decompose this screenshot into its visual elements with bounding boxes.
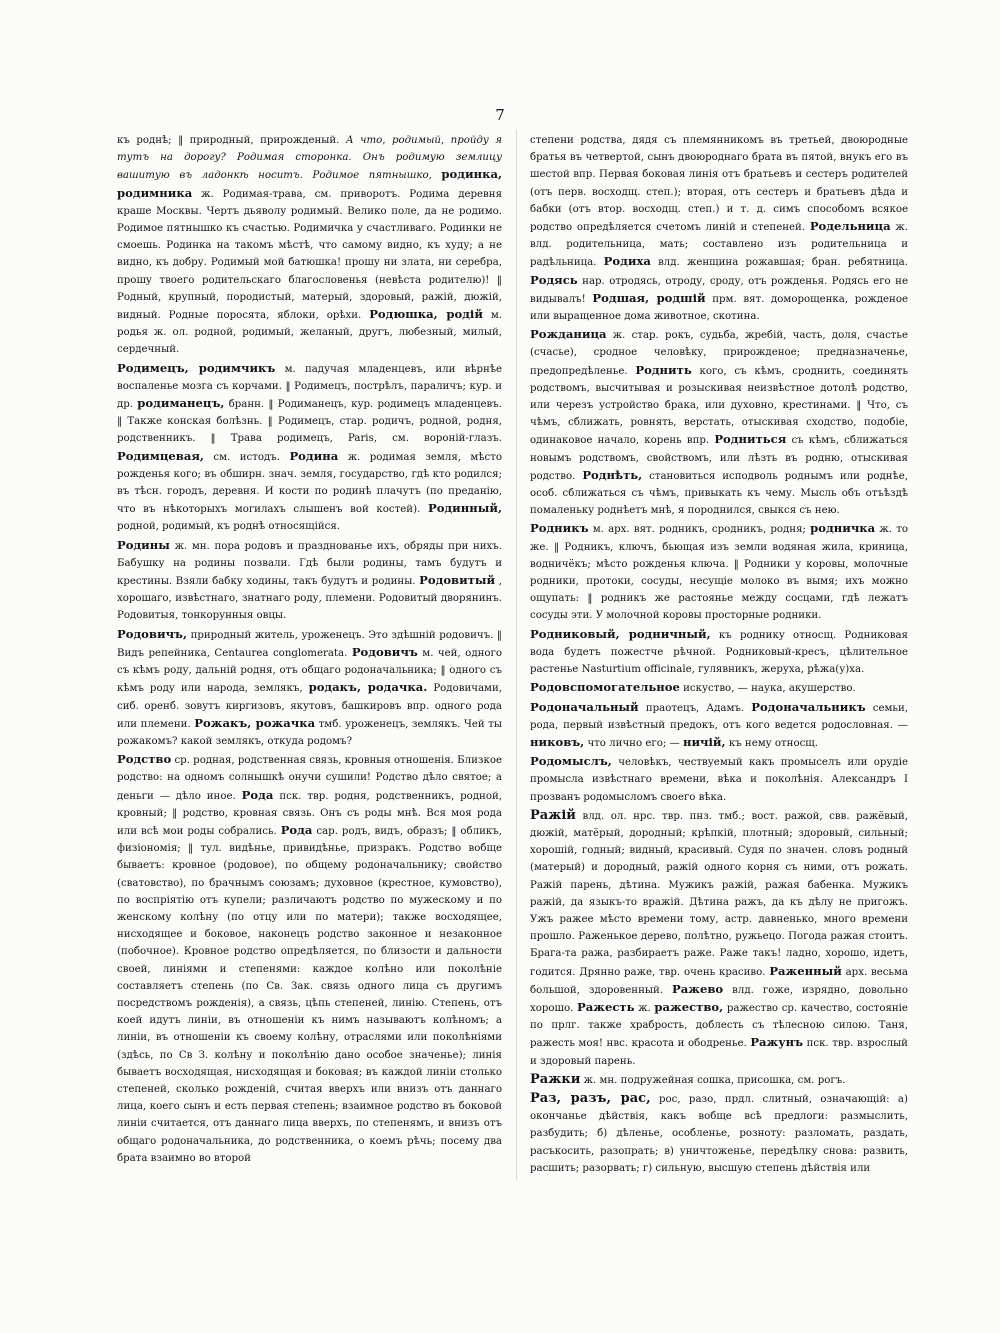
entry-paragraph: Раз, разъ, рас, рос, разо, прдл. слитный, означающій: а) окончанье дѣйствія, какъ вобще всѣ предлоги: размыслить, разбудить; б) дѣленье, особленье, розноту: разломать, раздать, расъкосить, разопрать; в) уничтоженье, передѣлку снова: развить, расшить; разорвать; г) сильную, высшую степень дѣйствія или xyxy=(530,1090,908,1174)
left-column xyxy=(117,132,502,1167)
headword: Рожакъ, рожачка xyxy=(194,715,316,730)
headword: Ражунъ xyxy=(750,1035,804,1050)
entry-paragraph: Родство ср. родная, родственная связь, кровныя отношенія. Близкое родство: на одномъ солнышкѣ онучи сушили! Родство дѣло святое; а деньги — дѣло иное. Рода пск. твр. родня, родственникъ, родной, кровный; ‖ родство, кровная связь. Онъ съ роды мнѣ. Вся моя рода или всѣ мои роды собрались. Рода сар. родъ, видъ, образъ; ‖ обликъ, физіономія; ‖ тул. видѣнье, привидѣнье, призракъ. Родство вобще бываетъ: кровное (родовое), по общему родоначальнику; свойство (сватовство), по брачнымъ союзамъ; духовное (крестное, кумовство), по воспріятію отъ купели; различаютъ родство по мужескому и по женскому колѣну (по отцу или по матери); также восходящее, нисходящее и боковое, наконецъ родство законное и незаконное (побочное). Кровное родство опредѣляется, по близости и дальности своей, линіями и степенями: каждое колѣно или поколѣніе составляетъ степень (по Св. Зак. связь одного лица съ другимъ посредствомъ рожденія), а связь, цѣпь степеней, линію. Степень, отъ коей идутъ линіи, въ отношеніи къ нимъ называютъ колѣномъ; а линіи, въ отношеніи къ своему колѣну, отраслями или поколѣніями (здѣсь, по Св З. колѣну и поколѣнію дано особое значенье); линія бываетъ восходящая, нисходящая и боковая; въ каждой линіи столько степеней, сколько рожденій, считая вверхъ или внизъ отъ даннаго лица, коего сынъ и есть первая степень; взаимное родство въ боковой линіи считается, отъ даннаго лица вверхъ, по степенямъ, и внизъ отъ общаго родоначальника, до родственника, о коемъ рѣчь; посему два брата взаимно во второй xyxy=(117,752,503,1164)
headword: Родникъ xyxy=(530,521,589,536)
headword: Раженный xyxy=(769,963,842,978)
headword: родиманецъ, xyxy=(137,396,225,411)
headword: Родниться xyxy=(714,432,787,447)
headword: Рода xyxy=(280,822,313,837)
headword: Рожданица xyxy=(530,327,607,342)
entry-paragraph: Родоначальный праотецъ, Адамъ. Родоначальникъ семьи, рода, первый извѣстный предокъ, отъ кого ведется родословная. — никовъ, что лично его; — ничій, къ нему относщ. xyxy=(530,699,908,749)
headword: Родоначальникъ xyxy=(751,699,866,714)
headword: Роднѣть, xyxy=(582,467,643,482)
headword: Родовичъ xyxy=(351,644,418,659)
headword: Родство xyxy=(117,752,172,767)
headword: ничій, xyxy=(682,734,726,749)
entry-paragraph: Родимецъ, родимчикъ м. падучая младенцевъ, или вѣрнѣе воспаленье мозга съ корчами. ‖ Родимецъ, пострѣлъ, параличъ; кур. и др. родиманецъ, бранн. ‖ Родиманецъ, кур. родимецъ младенцевъ. ‖ Также конская болѣзнь. ‖ Родимецъ, стар. родичъ, родной, родня, родственникъ. ‖ Трава родимецъ, Paris, см. вороній-глазъ. Родимцевая, см. истодъ. Родина ж. родимая земля, мѣсто рожденья кого; въ обширн. знач. земля, государство, гдѣ кто родился; въ тѣсн. городъ, деревня. И кости по родинѣ плачутъ (по преданію, что въ нѣкоторыхъ могилахъ слышенъ вой костей). Родинный, родной, родимый, къ роднѣ относящійся. xyxy=(117,360,502,533)
headword: Родиха xyxy=(603,254,651,269)
headword: Родовспомогательное xyxy=(530,680,680,695)
headword: Родины xyxy=(117,537,170,552)
headword: Рода xyxy=(241,787,274,802)
entry-paragraph: Ражій влд. ол. нрс. твр. пнз. тмб.; вост. ражой, свв. ражёвый, дюжій, матёрый, дородный; крѣпкій, плотный; здоровый, сильный; хорошій, годный; видный, красивый. Судя по значен. словъ родный (матерый) и дородный, ражій одного корня съ ними, отъ рожать. Ражій парень, дѣтина. Мужикъ ражій, ражая бабенка. Мужикъ ражій, да языкъ-то вражій. Дѣтина ражъ, да къ дѣлу не пригожъ. Ужъ ражее мѣсто времени тому, астр. давненько, много времени прошло. Раженькое дерево, полѣтно, ружьецо. Погода ражая стоитъ. Брага-та ража, разбираетъ раже. Раже такъ! ладно, хорошо, идетъ, годится. Дрянно раже, твр. очень красиво. Раженный арх. весьма большой, здоровенный. Ражево влд. гоже, изрядно, довольно хорошо. Ражесть ж. ражество, ражество ср. качество, состояніе по прлг. также храбрость, доблесть съ тѣлесною силою. Таня, ражесть моя! нвс. красота и ободренье. Ражунъ пск. твр. взрослый и здоровый парень. xyxy=(530,807,908,1067)
headword: родакъ, родачка. xyxy=(308,680,428,695)
headword: родничка xyxy=(810,521,876,536)
right-column xyxy=(530,132,908,1177)
headword: Родомыслъ, xyxy=(530,754,612,769)
headword: Родовичъ, xyxy=(117,626,187,641)
entry-paragraph: Родовспомогательное искуство, — наука, акушерство. xyxy=(530,680,856,695)
headword: Родшая, родшій xyxy=(592,290,706,305)
headword: Раз, разъ, рас, xyxy=(530,1090,651,1106)
entry-paragraph: къ роднѣ; ‖ природный, прирожденый. А что, родимый, пройду я тутъ на дорогу? Родимая сторонка. Онъ родимую землицу вашитую въ ладонкѣ носитъ. Родимое пятнышко, родинка, родимника ж. Родимая-трава, см. приворотъ. Родима деревня краше Москвы. Чертъ дьяволу родимый. Велико поле, да не родимо. Родимое пятнышко къ счастью. Родимичка у счастливаго. Родинки не смоешь. Родинка на такомъ мѣстѣ, что самому видно, къ худу; а не видно, къ добру. Родимый мой батюшка! прошу ни злата, ни серебра, прошу твоего родительскаго благословенья (невѣста родителю)! ‖ Родный, крупный, породистый, матерый, здоровый, ражій, дюжій, видный. Родные поросята, яблоки, орѣхи. Родюшка, родій м. родья ж. ол. родной, родимый, желаный, другъ, любезный, милый, сердечный. xyxy=(117,135,502,356)
entry-paragraph: Родомыслъ, человѣкъ, чествуемый какъ промыселъ или орудіе промысла извѣстнаго времени, вѣка и поколѣнія. Александръ I прозванъ родомысломъ своего вѣка. xyxy=(530,754,908,803)
headword: родинка, родимника xyxy=(117,167,502,200)
headword: Ражево xyxy=(672,981,724,996)
headword: Родина xyxy=(289,448,339,463)
headword: Родюшка, родій xyxy=(369,307,483,322)
column-divider xyxy=(516,130,517,1180)
headword: никовъ, xyxy=(530,734,585,749)
headword: Родельница xyxy=(809,219,891,234)
headword: Ражій xyxy=(530,807,576,823)
entry-paragraph: Родникъ м. арх. вят. родникъ, сродникъ, родня; родничка ж. то же. ‖ Родникъ, ключъ, бьющая изъ земли водяная жила, криница, водничёкъ; мѣсто рожденья ключа. ‖ Родники у коровы, молочные родники, протоки, сосуды, несущіе молоко въ вымя; ихъ можно ощупать: ‖ родникъ же растоянье между сосцами, гдѣ лежатъ сосуды эти. У молочной коровы просторные родники. xyxy=(530,521,908,622)
entry-paragraph: Ражки ж. мн. подружейная сошка, присошка, см. рогъ. xyxy=(530,1071,846,1087)
headword: Родимецъ, родимчикъ xyxy=(117,360,276,375)
entry-paragraph: степени родства, дядя съ племянникомъ въ третьей, двоюродные братья въ четвертой, сынъ двоюроднаго брата въ пятой, внукъ его въ шестой впр. Первая боковая линія отъ братьевъ и сестеръ родителей (отъ перв. восходщ. степ.); вторая, отъ сестеръ и братьевъ дѣда и бабки (отъ втор. восходщ. степ.) и т. д. симъ способомъ всякое родство опредѣляется счетомъ линій и степеней. Родельница ж. влд. родительница, мать; составлено изъ родительница и радѣльница. Родиха влд. женщина рожавшая; бран. ребятница. Родясь нар. отродясь, отроду, сроду, отъ рожденья. Родясь его не видывалъ! Родшая, родшій прм. вят. доморощенка, рожденое или выращенное дома животное, скотина. xyxy=(530,135,908,323)
headword: Родниковый, родничный, xyxy=(530,626,711,641)
headword: Родинный, xyxy=(427,501,502,516)
headword: Родясь xyxy=(530,272,578,287)
headword: Родовитый xyxy=(419,573,496,588)
headword: Ражки xyxy=(530,1071,581,1087)
entry-paragraph: Родовичъ, природный житель, уроженецъ. Это здѣшній родовичъ. ‖ Видъ репейника, Centaurea conglomerata. Родовичъ м. чей, одного съ кѣмъ роду, дальній родня, отъ общаго родоначальника; ‖ одного съ кѣмъ роду или народа, землякъ, родакъ, родачка. Родовичами, сиб. оренб. зовутъ киргизовъ, якутовъ, башкировъ впр. одного рода или племени. Рожакъ, рожачка тмб. уроженецъ, землякъ. Чей ты рожакомъ? какой землякъ, откуда родомъ? xyxy=(117,626,502,747)
headword: Родоначальный xyxy=(530,699,639,714)
entry-paragraph: Родины ж. мн. пора родовъ и празднованье ихъ, обряды при нихъ. Бабушку на родины позвали. Гдѣ были родины, тамъ будутъ и крестины. Взяли бабку ходины, такъ будутъ и родины. Родовитый , хорошаго, извѣстнаго, знатнаго роду, племени. Родовитый дворянинъ. Родовитыя, тонкорунныя овцы. xyxy=(117,537,502,622)
headword: Родимцевая, xyxy=(117,448,204,463)
entry-paragraph: Рожданица ж. стар. рокъ, судьба, жребій, часть, доля, счастье (счасье), сродное человѣку, прирожденое; предназначенье, предопредѣленье. Роднить кого, съ кѣмъ, сроднить, соединять родствомъ, высчитывая и розыскивая неизвѣстное дотолѣ родство, или черезъ устройство брака, или духовно, крестинами. ‖ Что, съ чѣмъ, сближать, ровнять, верстать, отыскивая сходство, подобіе, одинаковое начало, корень впр. Родниться съ кѣмъ, сближаться новымъ родствомъ, свойствомъ, или лѣзть въ родню, отыскивая родство. Роднѣть, становиться исподволь роднымъ или роднѣе, особ. сближаться съ чѣмъ, привыкать къ чему. Мысль объ отъѣздѣ помаленьку роднѣетъ мнѣ, я породнился, свыкся съ нею. xyxy=(530,327,908,517)
headword: ражество, xyxy=(654,999,724,1014)
headword: Роднить xyxy=(635,362,692,377)
headword: Ражесть xyxy=(577,999,635,1014)
page-number: 7 xyxy=(495,106,505,124)
entry-paragraph: Родниковый, родничный, къ роднику относщ. Родниковая вода будетъ пожестче рѣчной. Родниковый-кресъ, цѣлительное растенье Nasturtium officinale, гулявникъ, жеруха, рѣжа(у)ха. xyxy=(530,626,908,676)
